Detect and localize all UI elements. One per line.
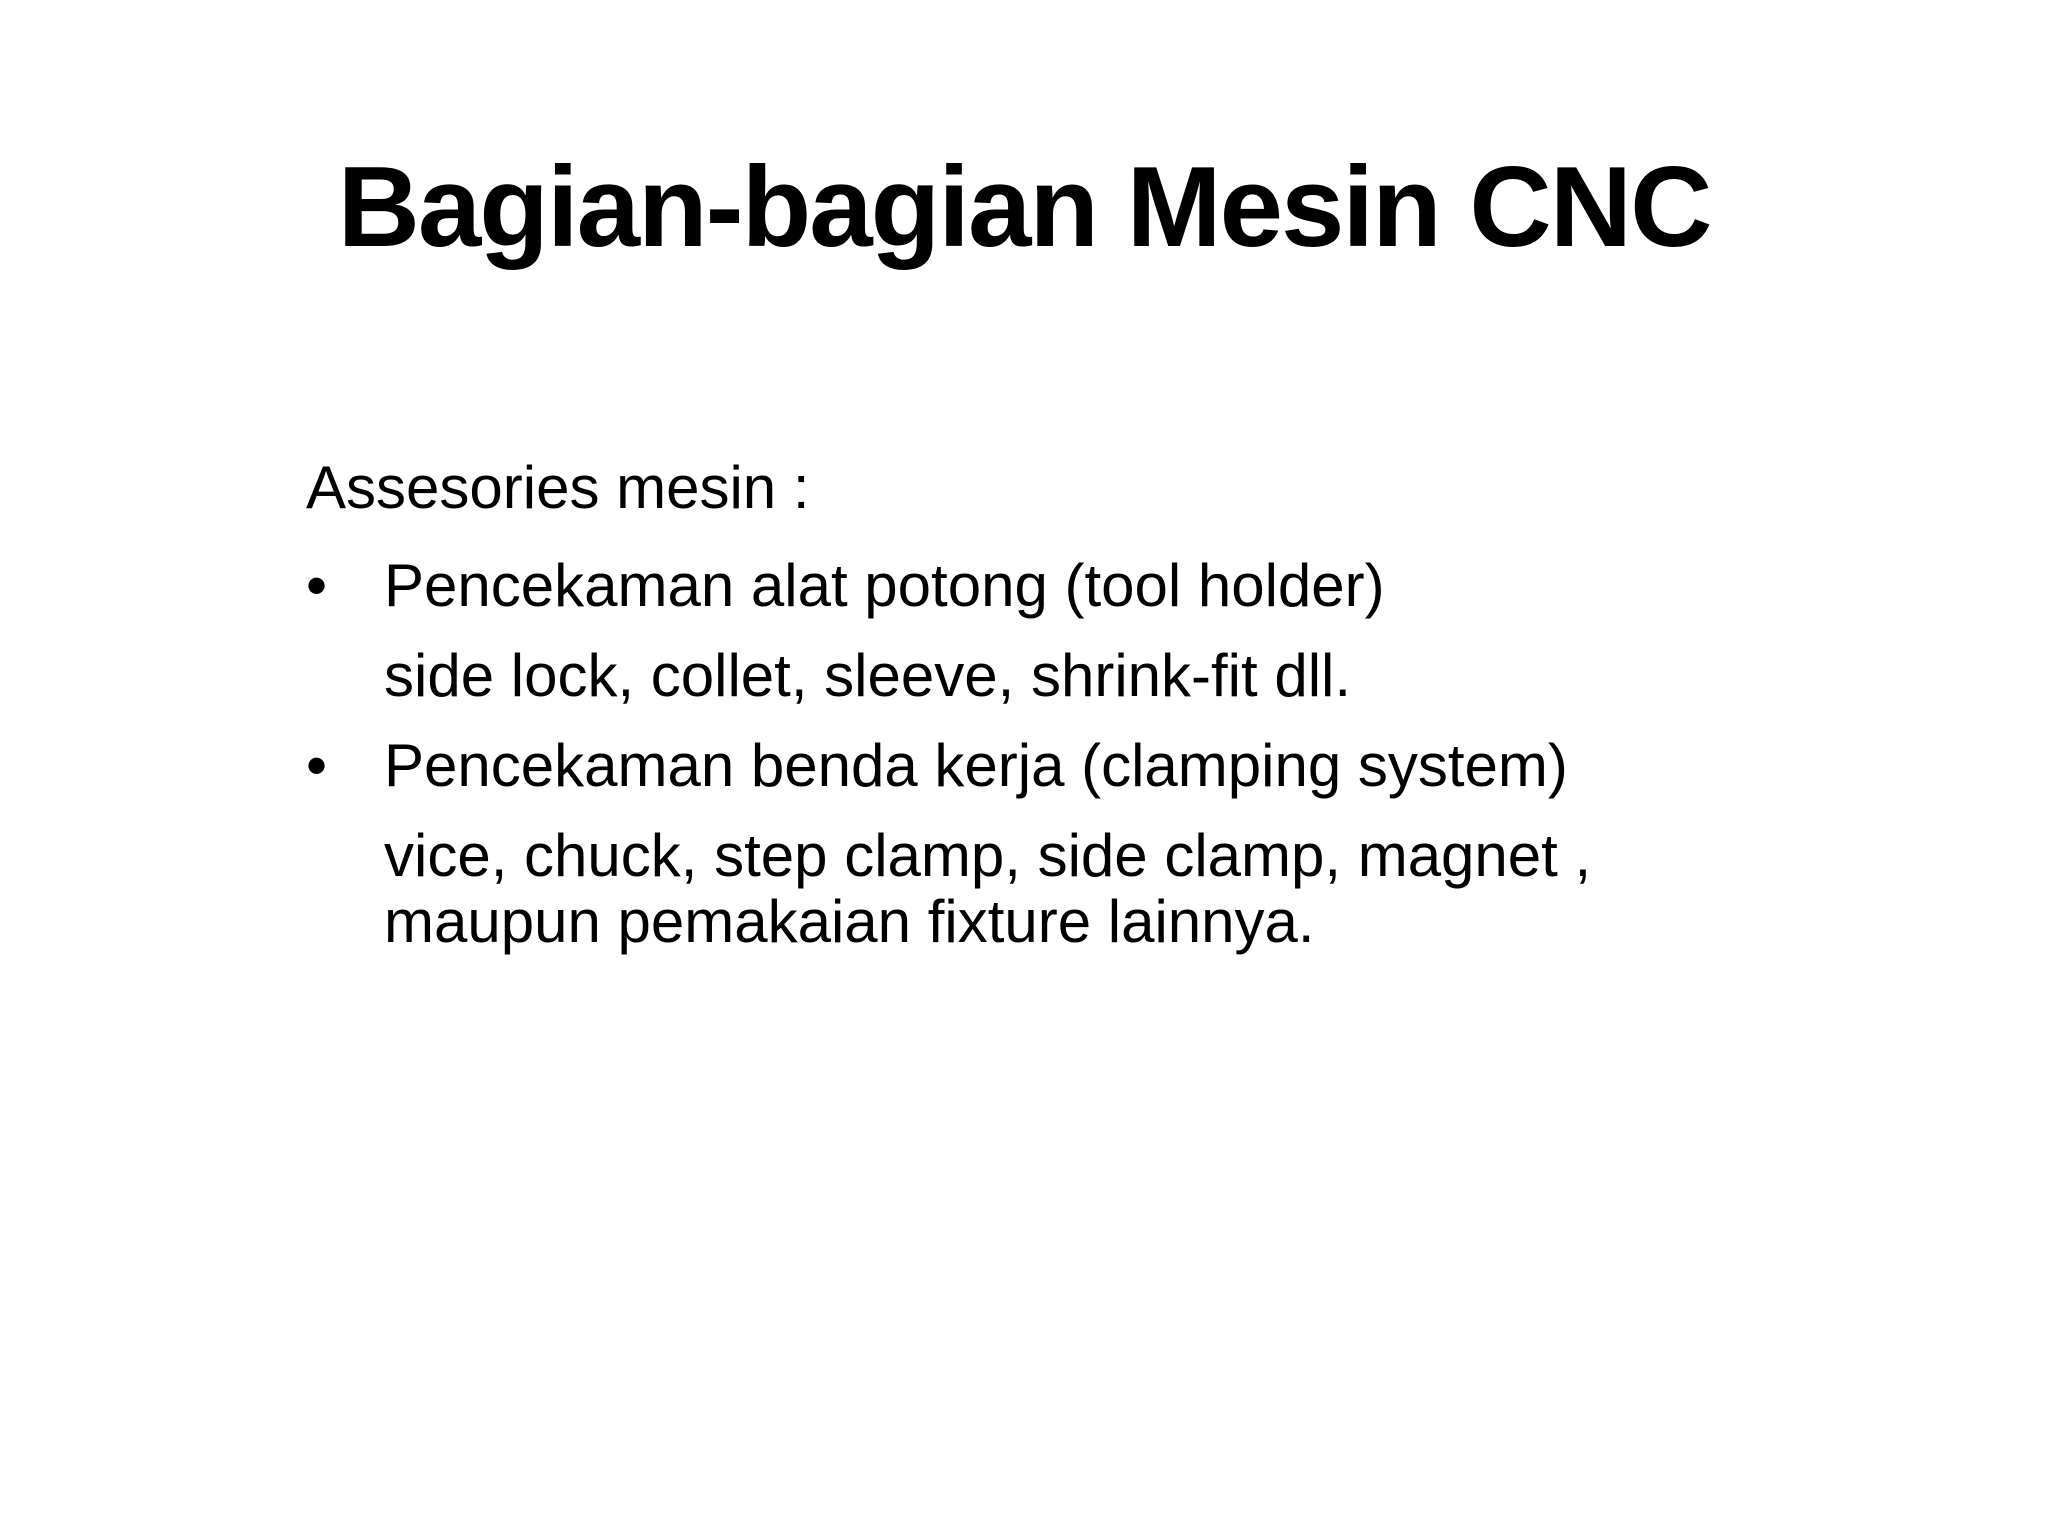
detail-line: vice, chuck, step clamp, side clamp, magnet , — [384, 822, 1592, 889]
bullet-label: Pencekaman benda kerja (clamping system) — [384, 732, 1568, 799]
slide-title: Bagian-bagian Mesin CNC — [337, 144, 1711, 271]
bullet-label: Pencekaman alat potong (tool holder) — [384, 552, 1385, 619]
bullet-detail-clamping-system — [306, 823, 1786, 955]
bullet-item-tool-holder — [306, 553, 1786, 619]
intro-text: Assesories mesin : — [306, 454, 810, 521]
bullet-icon: • — [306, 552, 328, 619]
bullet-icon: • — [306, 732, 328, 799]
detail-line: maupun pemakaian fixture lainnya. — [384, 888, 1315, 955]
bullet-detail-tool-holder: side lock, collet, sleeve, shrink-fit dll. — [384, 642, 1352, 709]
slide-body — [306, 455, 1786, 979]
bullet-item-clamping-system — [306, 733, 1786, 799]
